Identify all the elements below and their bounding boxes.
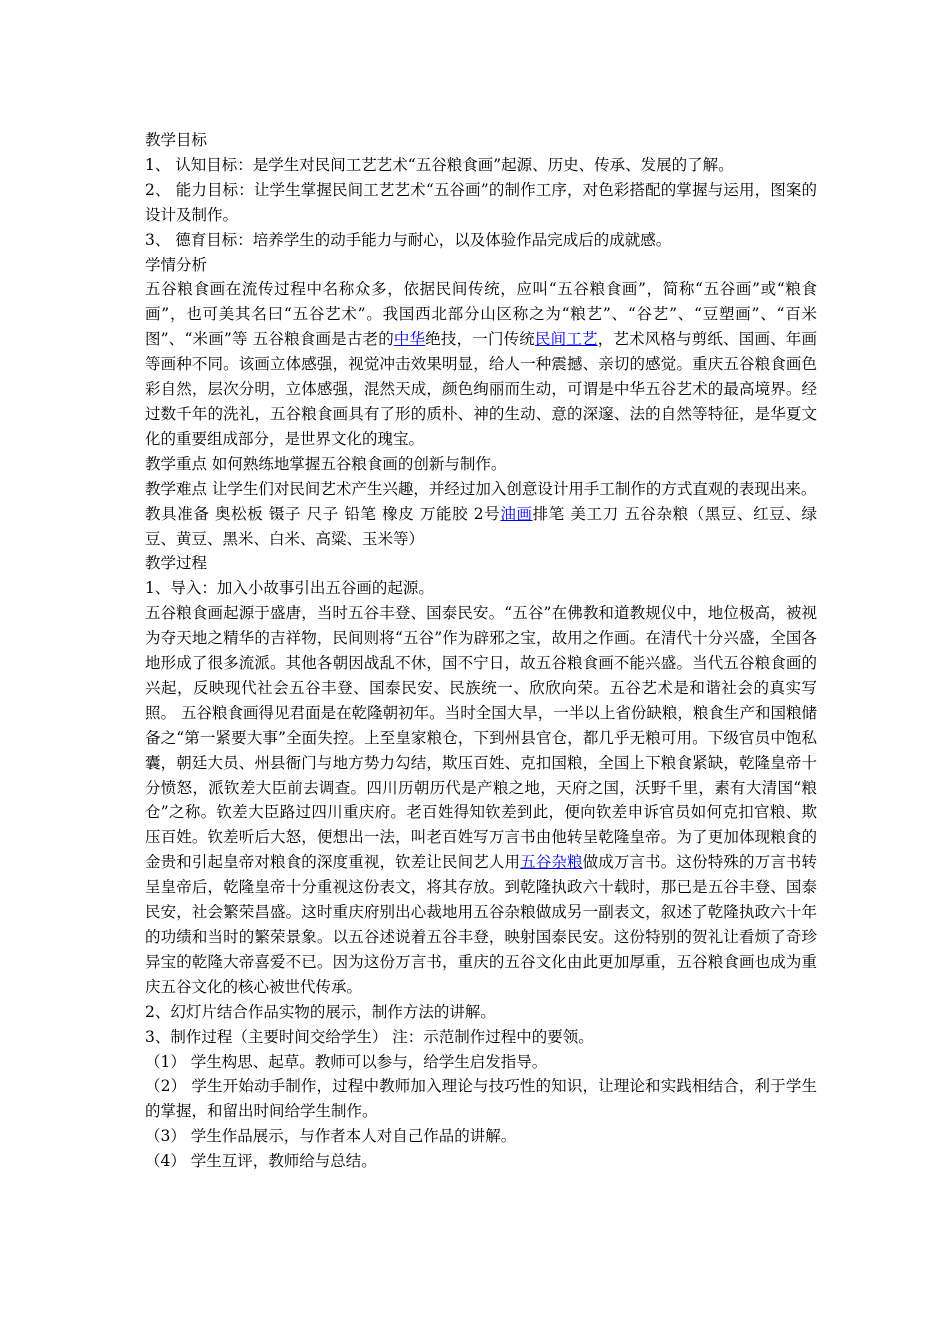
sub-step-1: （1） 学生构思、起草。教师可以参与，给学生启发指导。 [145,1052,548,1071]
analysis-paragraph [145,277,817,451]
document-body [145,128,817,1174]
link-folk-craft[interactable]: 民间工艺 [534,330,598,349]
goal-ability: 2、 能力目标：让学生掌握民间工艺艺术“五谷画”的制作工序，对色彩搭配的掌握与运用，图案的设计及制作。 [145,180,817,224]
tools-text-1: 教具准备 奥松板 镊子 尺子 铅笔 橡皮 万能胶 2号 [145,504,501,523]
heading-teaching-goals: 教学目标 [145,131,208,149]
tools-text-2: 排笔 美工刀 五谷杂粮（黑豆、红豆、绿豆、黄豆、黑米、白米、高粱、玉米等） [145,504,817,548]
analysis-text-2: 绝技，一门传统 [425,330,535,349]
goal-cognitive: 1、 认知目标：是学生对民间工艺艺术“五谷粮食画”起源、历史、传承、发展的了解。 [145,155,734,174]
process-step-2: 2、幻灯片结合作品实物的展示，制作方法的讲解。 [145,1002,496,1021]
link-oil-painting[interactable]: 油画 [500,504,533,523]
story-text-1: 五谷粮食画起源于盛唐，当时五谷丰登、国泰民安。“五谷”在佛教和道教规仪中，地位极高，被视为夺天地之精华的吉祥物，民间则将“五谷”作为辟邪之宝，故用之作画。在清代十分兴盛，全国各地形成了很多流派。其他各朝因战乱不休，国不宁日，故五谷粮食画不能兴盛。当代五谷粮食画的兴起，反映现代社会五谷丰登、国泰民安、民族统一、欣欣向荣。五谷艺术是和谐社会的真实写照。 五谷粮食画得见君面是在乾隆朝初年。当时全国大旱，一半以上省份缺粮，粮食生产和国粮储备之“第一紧要大事”全面失控。上至皇家粮仓，下到州县官仓，都几乎无粮可用。下级官员中饱私囊，朝廷大员、州县衙门与地方势力勾结，欺压百姓、克扣国粮，全国上下粮食紧缺，乾隆皇帝十分愤怒，派钦差大臣前去调查。四川历朝历代是产粮之地，天府之国，沃野千里，素有大清国“粮仓”之称。钦差大臣路过四川重庆府。老百姓得知钦差到此，便向钦差申诉官员如何克扣官粮、欺压百姓。钦差听后大怒，便想出一法，叫老百姓写万言书由他转呈乾隆皇帝。为了更加体现粮食的金贵和引起皇帝对粮食的深度重视，钦差让民间艺人用 [145,604,817,872]
sub-step-3: （3） 学生作品展示，与作者本人对自己作品的讲解。 [145,1127,517,1146]
teaching-tools [145,502,817,552]
analysis-text-3: ，艺术风格与剪纸、国画、年画等画种不同。该画立体感强，视觉冲击效果明显，给人一种震撼、亲切的感觉。重庆五谷粮食画色彩自然，层次分明，立体感强，混然天成，颜色绚丽而生动，可谓是中华五谷艺术的最高境界。经过数千年的洗礼，五谷粮食画具有了形的质朴、神的生动、意的深邃、法的自然等特征，是华夏文化的重要组成部分，是世界文化的瑰宝。 [145,330,817,448]
sub-step-4: （4） 学生互评，教师给与总结。 [145,1152,377,1171]
heading-teaching-process: 教学过程 [145,554,208,573]
link-zhonghua[interactable]: 中华 [393,330,426,349]
goal-moral: 3、 德育目标：培养学生的动手能力与耐心，以及体验作品完成后的成就感。 [145,230,672,249]
sub-step-2: （2） 学生开始动手制作，过程中教师加入理论与技巧性的知识，让理论和实践相结合，利于学生的掌握，和留出时间给学生制作。 [145,1077,817,1121]
heading-student-analysis: 学情分析 [145,255,208,274]
process-step-1: 1、导入：加入小故事引出五谷画的起源。 [145,579,434,598]
analysis-text-1: 五谷粮食画在流传过程中名称众多，依据民间传统，应叫“五谷粮食画”，简称“五谷画”或“粮食画”，也可美其名曰“五谷艺术”。我国西北部分山区称之为“粮艺”、“谷艺”、“豆塑画”、“百米图”、“米画”等 五谷粮食画是古老的 [145,280,817,349]
process-step-3: 3、制作过程（主要时间交给学生） 注：示范制作过程中的要领。 [145,1027,594,1046]
teaching-key-point: 教学重点 如何熟练地掌握五谷粮食画的创新与制作。 [145,454,507,473]
link-five-grains[interactable]: 五谷杂粮 [520,853,583,872]
teaching-difficulty: 教学难点 让学生们对民间艺术产生兴趣，并经过加入创意设计用手工制作的方式直观的表现出来。 [145,479,817,498]
story-text-2: 做成万言书。这份特殊的万言书转呈皇帝后，乾隆皇帝十分重视这份表文，将其存放。到乾隆执政六十载时，那已是五谷丰登、国泰民安，社会繁荣昌盛。这时重庆府别出心裁地用五谷杂粮做成另一副表文，叙述了乾隆执政六十年的功绩和当时的繁荣景象。以五谷述说着五谷丰登，映射国泰民安。这份特别的贺礼让看烦了奇珍异宝的乾隆大帝喜爱不已。因为这份万言书，重庆的五谷文化由此更加厚重，五谷粮食画也成为重庆五谷文化的核心被世代传承。 [145,853,817,996]
story-paragraph [145,601,817,1000]
